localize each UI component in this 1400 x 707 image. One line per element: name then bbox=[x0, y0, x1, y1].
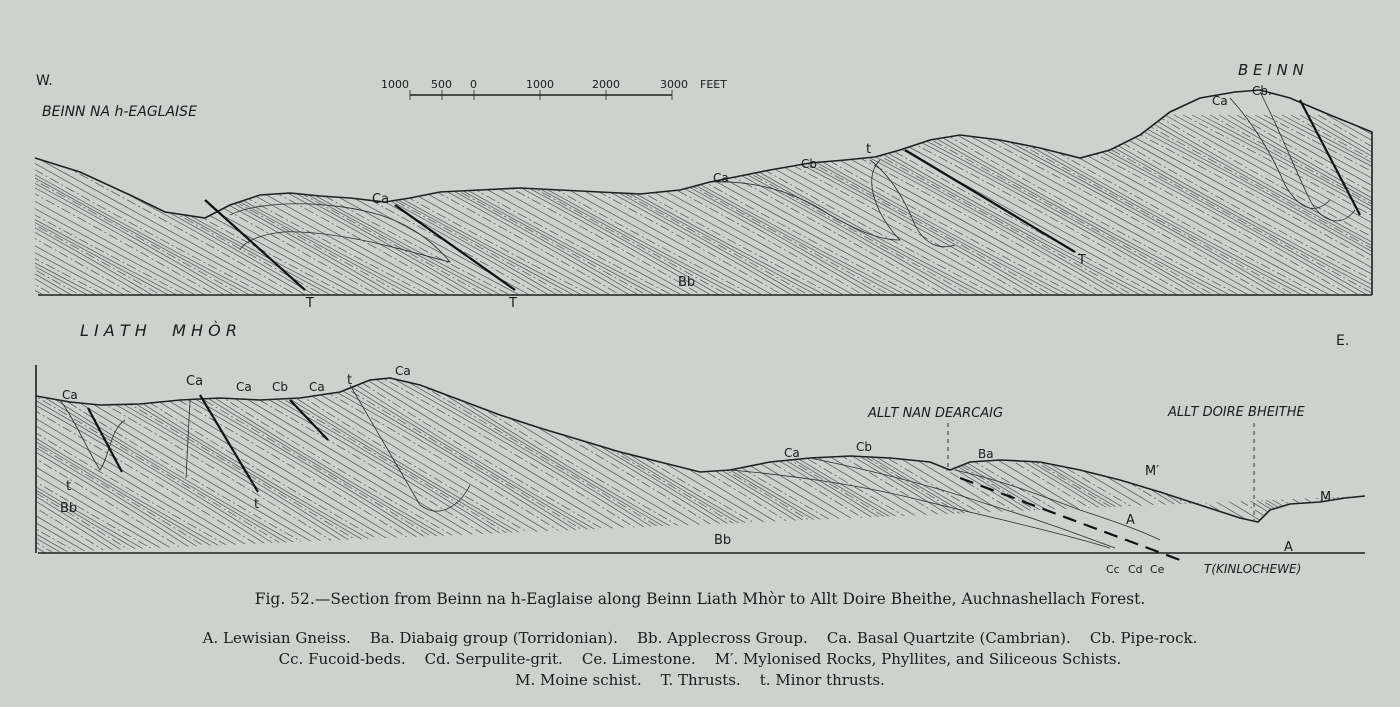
strata-line bbox=[0, 115, 25, 305]
strata-line bbox=[265, 115, 610, 305]
strata-line bbox=[328, 115, 673, 305]
strata-line bbox=[770, 373, 1087, 563]
upper-cb-2: Cb. bbox=[1252, 84, 1272, 98]
strata-line bbox=[1256, 373, 1400, 563]
strata-line bbox=[1346, 373, 1400, 563]
upper-ca-3: Ca bbox=[1212, 94, 1228, 108]
strata-line bbox=[464, 373, 781, 563]
scale-tick-1: 500 bbox=[431, 78, 452, 91]
strata-line bbox=[1381, 115, 1400, 305]
strata-line bbox=[905, 373, 1222, 563]
strata-line bbox=[148, 115, 493, 305]
strata-line bbox=[1102, 115, 1400, 305]
strata-line bbox=[1220, 373, 1400, 563]
strata-line bbox=[247, 115, 592, 305]
strata-line bbox=[149, 373, 466, 563]
strata-line bbox=[1184, 373, 1400, 563]
beinn-label: B E I N N bbox=[1238, 61, 1304, 79]
strata-line bbox=[1049, 373, 1366, 563]
strata-line bbox=[77, 373, 394, 563]
strata-line bbox=[571, 115, 916, 305]
strata-line bbox=[329, 373, 646, 563]
strata-line bbox=[1148, 373, 1400, 563]
east-label: E. bbox=[1336, 333, 1350, 349]
strata-line bbox=[1058, 373, 1375, 563]
strata-line bbox=[1156, 115, 1400, 305]
strata-line bbox=[68, 373, 385, 563]
strata-line bbox=[0, 115, 16, 305]
upper-t-1: t bbox=[866, 142, 872, 157]
scale-tick-0: 1000 bbox=[381, 78, 409, 91]
strata-line bbox=[824, 373, 1141, 563]
lower-thrust-3 bbox=[290, 400, 328, 440]
strata-line bbox=[401, 373, 718, 563]
strata-line bbox=[554, 373, 871, 563]
strata-line bbox=[608, 373, 925, 563]
strata-line bbox=[481, 115, 826, 305]
strata-line bbox=[1354, 115, 1400, 305]
strata-line bbox=[1202, 373, 1400, 563]
strata-line bbox=[392, 373, 709, 563]
strata-line bbox=[1265, 373, 1400, 563]
strata-line bbox=[1310, 373, 1400, 563]
strata-line bbox=[860, 373, 1177, 563]
strata-line bbox=[419, 373, 736, 563]
strata-line bbox=[22, 115, 367, 305]
strata-line bbox=[1085, 373, 1400, 563]
strata-line bbox=[0, 373, 16, 563]
strata-line bbox=[1283, 373, 1400, 563]
strata-line bbox=[1319, 373, 1400, 563]
strata-line bbox=[1121, 373, 1400, 563]
strata-line bbox=[1336, 115, 1400, 305]
strata-line bbox=[121, 115, 466, 305]
strata-line bbox=[95, 373, 412, 563]
strata-line bbox=[0, 115, 160, 305]
strata-line bbox=[562, 115, 907, 305]
strata-line bbox=[157, 115, 502, 305]
strata-line bbox=[40, 115, 385, 305]
strata-line bbox=[1382, 373, 1400, 563]
strata-line bbox=[617, 373, 934, 563]
scale-tick-5: 3000 bbox=[660, 78, 688, 91]
strata-line bbox=[0, 115, 61, 305]
strata-line bbox=[1282, 115, 1400, 305]
strata-line bbox=[76, 115, 421, 305]
strata-line bbox=[941, 373, 1258, 563]
strata-line bbox=[239, 373, 556, 563]
strata-line bbox=[589, 115, 934, 305]
strata-line bbox=[509, 373, 826, 563]
strata-line bbox=[1328, 373, 1400, 563]
strata-line bbox=[1130, 373, 1400, 563]
upper-bb-label: Bb bbox=[678, 275, 696, 290]
lower-ca-4: Ca bbox=[309, 380, 325, 394]
strata-line bbox=[103, 115, 448, 305]
strata-line bbox=[932, 373, 1249, 563]
lower-ca-2: Ca bbox=[186, 374, 204, 389]
strata-line bbox=[851, 373, 1168, 563]
strata-line bbox=[1193, 373, 1400, 563]
strata-line bbox=[112, 115, 457, 305]
lower-thrust-2 bbox=[88, 408, 122, 472]
strata-line bbox=[0, 373, 25, 563]
strata-line bbox=[806, 373, 1123, 563]
strata-line bbox=[1390, 115, 1400, 305]
strata-line bbox=[1372, 115, 1400, 305]
strata-line bbox=[1139, 373, 1400, 563]
lower-a-1: A bbox=[1126, 513, 1135, 528]
allt-doire-bheithe-label: ALLT DOIRE BHEITHE bbox=[1168, 405, 1305, 420]
lower-ca-1: Ca bbox=[62, 388, 78, 402]
strata-line bbox=[427, 115, 772, 305]
strata-line bbox=[248, 373, 565, 563]
strata-line bbox=[1238, 373, 1400, 563]
strata-line bbox=[491, 373, 808, 563]
strata-line bbox=[886, 115, 1231, 305]
strata-line bbox=[1274, 373, 1400, 563]
strata-line bbox=[1211, 373, 1400, 563]
strata-line bbox=[1084, 115, 1400, 305]
strata-line bbox=[1292, 373, 1400, 563]
strata-line bbox=[1301, 373, 1400, 563]
strata-line bbox=[662, 373, 979, 563]
lower-bb-label: Bb bbox=[714, 533, 732, 548]
strata-line bbox=[0, 373, 268, 563]
strata-line bbox=[1327, 115, 1400, 305]
upper-T-2: T bbox=[509, 296, 517, 311]
legend-line-2: Cc. Fucoid-beds. Cd. Serpulite-grit. Ce. Limestone. M′. Mylonised Rocks, Phyllites, and Siliceous Schists. bbox=[278, 650, 1122, 668]
strata-line bbox=[958, 115, 1303, 305]
strata-line bbox=[599, 373, 916, 563]
strata-line bbox=[409, 115, 754, 305]
allt-nan-dearcaig-label: ALLT NAN DEARCAIG bbox=[868, 406, 1004, 421]
strata-line bbox=[0, 115, 331, 305]
upper-T-3: T bbox=[1078, 253, 1086, 268]
strata-line bbox=[1094, 373, 1400, 563]
strata-line bbox=[184, 115, 529, 305]
strata-line bbox=[725, 373, 1042, 563]
strata-line bbox=[1201, 115, 1400, 305]
strata-line bbox=[230, 373, 547, 563]
strata-line bbox=[923, 373, 1240, 563]
strata-line bbox=[410, 373, 727, 563]
lower-section bbox=[0, 321, 1400, 576]
lower-cc-label: Cc bbox=[1106, 563, 1120, 576]
upper-T-1: T bbox=[306, 296, 314, 311]
strata-line bbox=[1391, 373, 1400, 563]
strata-line bbox=[1157, 373, 1400, 563]
strata-line bbox=[0, 373, 232, 563]
strata-line bbox=[1373, 373, 1400, 563]
strata-line bbox=[1004, 373, 1321, 563]
strata-line bbox=[779, 373, 1096, 563]
strata-line bbox=[670, 115, 1015, 305]
strata-line bbox=[319, 115, 664, 305]
strata-line bbox=[0, 115, 304, 305]
lower-ca-5: Ca bbox=[395, 364, 411, 378]
strata-line bbox=[1076, 373, 1393, 563]
strata-line bbox=[833, 373, 1150, 563]
strata-line bbox=[743, 373, 1060, 563]
strata-line bbox=[1300, 115, 1400, 305]
strata-line bbox=[490, 115, 835, 305]
strata-line bbox=[166, 115, 511, 305]
upper-ca-2: Ca bbox=[713, 171, 729, 185]
kinlochewe-thrust bbox=[960, 478, 1180, 560]
strata-line bbox=[0, 373, 7, 563]
strata-line bbox=[877, 115, 1222, 305]
scale-tick-2: 0 bbox=[470, 78, 477, 91]
strata-line bbox=[0, 115, 133, 305]
strata-line bbox=[644, 373, 961, 563]
strata-line bbox=[752, 373, 1069, 563]
strata-line bbox=[0, 373, 97, 563]
lower-cb-1: Cb bbox=[272, 380, 288, 394]
west-label: W. bbox=[36, 73, 53, 89]
caption bbox=[202, 590, 1198, 689]
lower-t-3: t bbox=[254, 497, 260, 512]
strata-line bbox=[0, 373, 106, 563]
strata-line bbox=[805, 115, 1150, 305]
strata-line bbox=[590, 373, 907, 563]
strata-line bbox=[1247, 373, 1400, 563]
strata-line bbox=[913, 115, 1258, 305]
strata-line bbox=[968, 373, 1285, 563]
strata-line bbox=[167, 373, 484, 563]
liath-mhor-label: L I A T H M H Ò R bbox=[80, 321, 237, 340]
scale-tick-4: 2000 bbox=[592, 78, 620, 91]
strata-line bbox=[0, 115, 34, 305]
lower-strata-lines bbox=[0, 373, 1400, 563]
lower-mprime-label: M′ bbox=[1145, 464, 1160, 479]
upper-strata-lines bbox=[0, 115, 1400, 305]
scale-bar bbox=[381, 78, 727, 100]
legend-line-3: M. Moine schist. T. Thrusts. t. Minor thrusts. bbox=[515, 671, 885, 689]
strata-line bbox=[176, 373, 493, 563]
strata-line bbox=[1364, 373, 1400, 563]
strata-line bbox=[536, 373, 853, 563]
strata-line bbox=[1166, 373, 1400, 563]
upper-thrust-2 bbox=[395, 205, 515, 290]
scale-tick-3: 1000 bbox=[526, 78, 554, 91]
strata-line bbox=[338, 373, 655, 563]
strata-line bbox=[1039, 115, 1384, 305]
strata-line bbox=[311, 373, 628, 563]
lower-ce-label: Ce bbox=[1150, 563, 1165, 576]
strata-line bbox=[283, 115, 628, 305]
strata-line bbox=[895, 115, 1240, 305]
lower-cb-2: Cb bbox=[856, 440, 872, 454]
strata-line bbox=[1337, 373, 1400, 563]
strata-line bbox=[0, 115, 97, 305]
strata-line bbox=[320, 373, 637, 563]
strata-line bbox=[0, 115, 124, 305]
strata-line bbox=[500, 373, 817, 563]
figure-title: Fig. 52.—Section from Beinn na h-Eaglaise along Beinn Liath Mhòr to Allt Doire Bheithe, Auchnashellach Forest. bbox=[254, 590, 1146, 608]
strata-line bbox=[1048, 115, 1393, 305]
legend-line-1: A. Lewisian Gneiss. Ba. Diabaig group (Torridonian). Bb. Applecross Group. Ca. Basal Quartzite (Cambrian). Cb. Pipe-rock. bbox=[202, 629, 1198, 647]
lower-cd-label: Cd bbox=[1128, 563, 1143, 576]
strata-line bbox=[0, 373, 313, 563]
strata-line bbox=[653, 373, 970, 563]
strata-line bbox=[0, 115, 214, 305]
strata-line bbox=[31, 115, 376, 305]
strata-line bbox=[1229, 373, 1400, 563]
strata-line bbox=[0, 115, 232, 305]
strata-line bbox=[85, 115, 430, 305]
strata-line bbox=[158, 373, 475, 563]
strata-line bbox=[0, 373, 70, 563]
strata-line bbox=[4, 115, 349, 305]
lower-ba-label: Ba bbox=[978, 447, 994, 461]
strata-line bbox=[0, 373, 34, 563]
strata-line bbox=[0, 373, 277, 563]
lower-a-2: A bbox=[1284, 540, 1293, 555]
scale-unit: FEET bbox=[700, 78, 727, 91]
strata-line bbox=[1129, 115, 1400, 305]
lower-ca-6: Ca bbox=[784, 446, 800, 460]
strata-line bbox=[346, 115, 691, 305]
lower-m-label: M bbox=[1320, 490, 1332, 505]
strata-line bbox=[482, 373, 799, 563]
lower-t-1: t bbox=[347, 373, 353, 388]
strata-line bbox=[257, 373, 574, 563]
strata-line bbox=[652, 115, 997, 305]
strata-line bbox=[733, 115, 1078, 305]
strata-line bbox=[1040, 373, 1357, 563]
strata-line bbox=[0, 115, 7, 305]
upper-section bbox=[0, 61, 1400, 311]
strata-line bbox=[1355, 373, 1400, 563]
upper-cb-1: Cb bbox=[801, 157, 817, 171]
strata-line bbox=[0, 115, 169, 305]
strata-line bbox=[0, 373, 205, 563]
lower-ca-3: Ca bbox=[236, 380, 252, 394]
strata-line bbox=[1318, 115, 1400, 305]
lower-contact-1 bbox=[730, 470, 1110, 548]
strata-line bbox=[1363, 115, 1400, 305]
lower-t-2: t bbox=[66, 479, 72, 494]
kinlochewe-label: T(KINLOCHEWE) bbox=[1204, 562, 1302, 576]
strata-line bbox=[716, 373, 1033, 563]
strata-line bbox=[976, 115, 1321, 305]
upper-ca-1: Ca bbox=[372, 192, 390, 207]
strata-line bbox=[0, 115, 52, 305]
strata-line bbox=[959, 373, 1276, 563]
strata-line bbox=[1175, 373, 1400, 563]
beinn-na-h-eaglaise-label: BEINN NA h-EAGLAISE bbox=[42, 104, 197, 120]
strata-line bbox=[0, 115, 277, 305]
strata-line bbox=[761, 373, 1078, 563]
lower-bb-left-label: Bb bbox=[60, 501, 78, 516]
